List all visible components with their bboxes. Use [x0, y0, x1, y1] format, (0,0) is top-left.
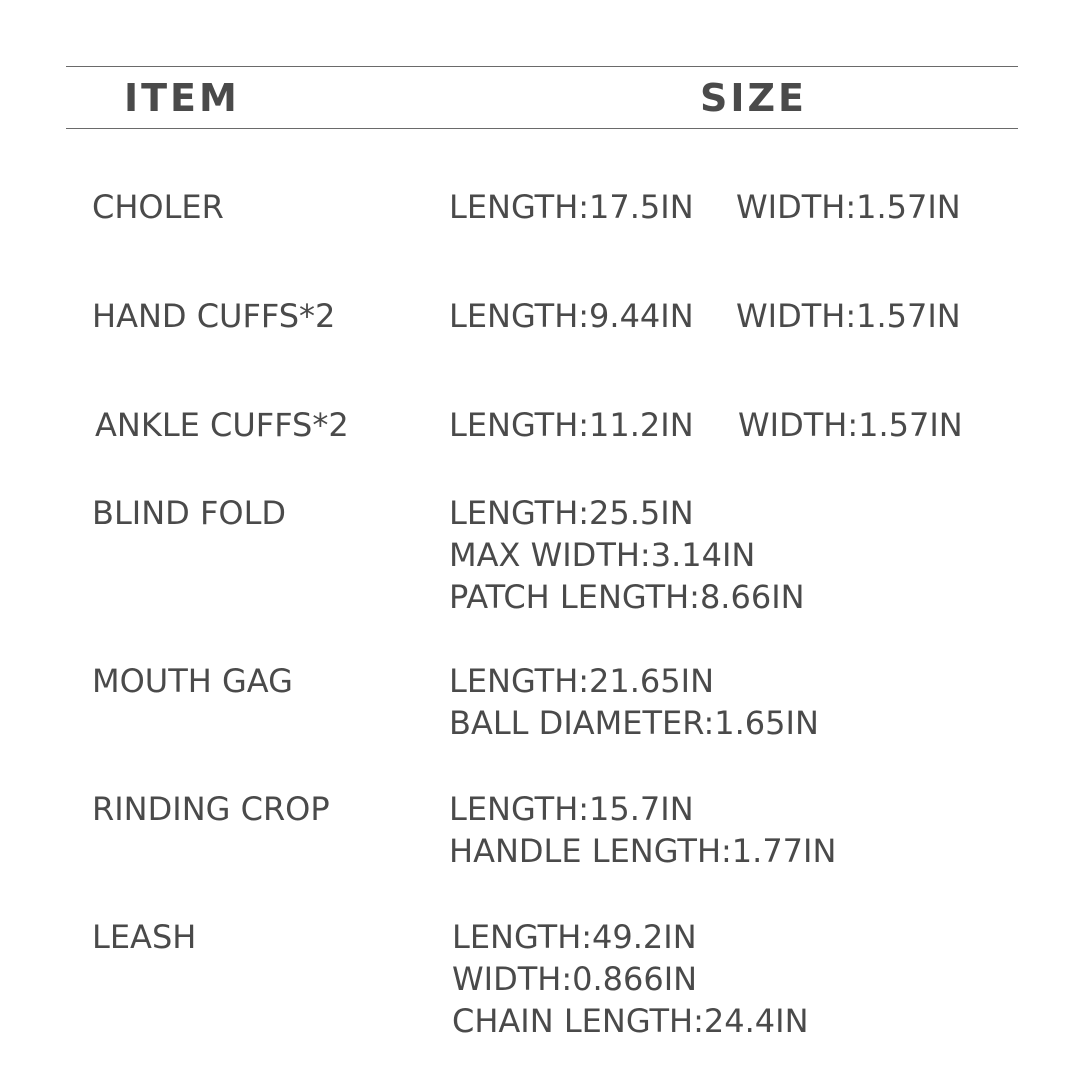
- header-bottom-rule: [66, 128, 1018, 129]
- item-name: RINDING CROP: [92, 790, 330, 828]
- item-name: CHOLER: [92, 188, 224, 226]
- size-length: LENGTH:9.44IN: [449, 297, 694, 335]
- item-name: LEASH: [92, 918, 197, 956]
- column-header-item: ITEM: [124, 76, 240, 120]
- size-line: BALL DIAMETER:1.65IN: [449, 704, 819, 742]
- size-line: LENGTH:15.7IN: [449, 790, 694, 828]
- size-length: LENGTH:17.5IN: [449, 188, 694, 226]
- size-line: LENGTH:49.2IN: [452, 918, 697, 956]
- size-line: HANDLE LENGTH:1.77IN: [449, 832, 837, 870]
- column-header-size: SIZE: [700, 76, 808, 120]
- size-length: LENGTH:11.2IN: [449, 406, 694, 444]
- item-name: MOUTH GAG: [92, 662, 293, 700]
- item-name: BLIND FOLD: [92, 494, 287, 532]
- size-line: CHAIN LENGTH:24.4IN: [452, 1002, 809, 1040]
- size-width: WIDTH:1.57IN: [736, 297, 961, 335]
- size-width: WIDTH:1.57IN: [738, 406, 963, 444]
- size-width: WIDTH:1.57IN: [736, 188, 961, 226]
- size-line: LENGTH:21.65IN: [449, 662, 715, 700]
- size-line: WIDTH:0.866IN: [452, 960, 698, 998]
- header-top-rule: [66, 66, 1018, 67]
- size-line: MAX WIDTH:3.14IN: [449, 536, 756, 574]
- item-name: HAND CUFFS*2: [92, 297, 336, 335]
- size-line: PATCH LENGTH:8.66IN: [449, 578, 805, 616]
- size-line: LENGTH:25.5IN: [449, 494, 694, 532]
- item-name: ANKLE CUFFS*2: [95, 406, 349, 444]
